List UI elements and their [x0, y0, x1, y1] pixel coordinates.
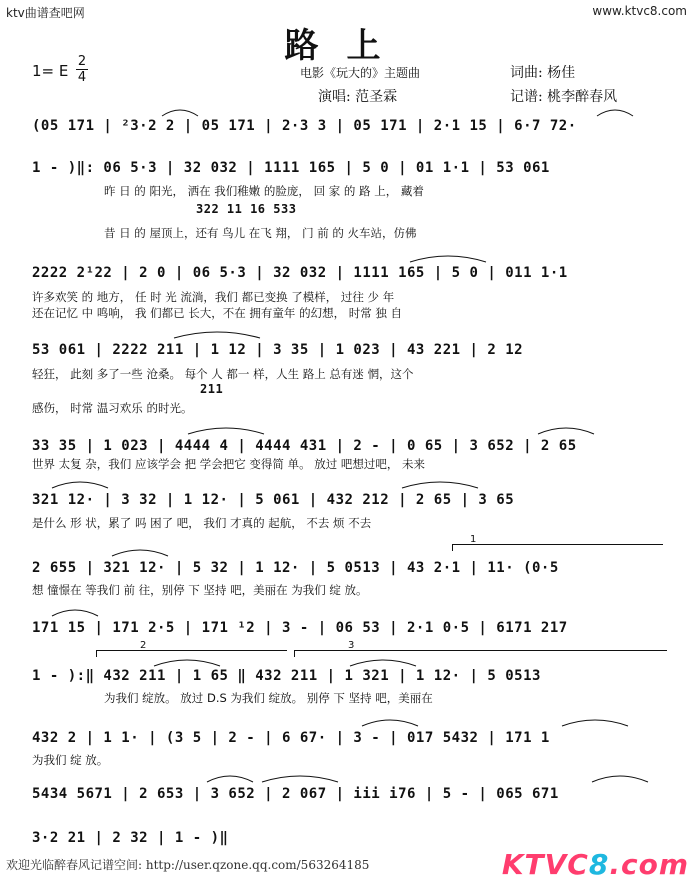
notation-row-9: 1 - ):‖ 432 211 | 1 65 ‖ 432 211 | 1 321 | 1 12· | 5 0513	[32, 668, 541, 684]
notation-row-10: 432 2 | 1 1· | (3 5 | 2 - | 6 67· | 3 - | 017 5432 | 171 1	[32, 730, 550, 746]
slur	[152, 656, 222, 668]
slur	[408, 252, 488, 264]
notation-row-6: 321 12· | 3 32 | 1 12· | 5 061 | 432 212 | 2 65 | 3 65	[32, 492, 515, 508]
volta-label: 3	[348, 640, 355, 651]
lyricist: 词曲: 杨佳	[510, 65, 576, 81]
slur	[560, 716, 630, 728]
slur	[50, 478, 110, 490]
watermark-logo	[502, 848, 689, 881]
watermark-tld: .com	[609, 848, 689, 881]
slur	[536, 424, 596, 436]
notation-row-8: 171 15 | 171 2·5 | 171 ¹2 | 3 - | 06 53 | 2·1 0·5 | 6171 217	[32, 620, 568, 636]
notation-row-4: 53 061 | 2222 211 | 1 12 | 3 35 | 1 023 | 43 221 | 2 12	[32, 342, 524, 358]
slur	[260, 772, 340, 784]
site-name: ktv曲谱查吧网	[6, 6, 85, 20]
notation-row-7: 2 655 | 321 12· | 5 32 | 1 12· | 5 0513 | 43 2·1 | 11· (0·5	[32, 560, 559, 576]
lyric-line: 还在记忆 中 鸣响， 我 们都已 长大，不在 拥有童年 的幻想， 时常 独 自	[32, 306, 403, 320]
site-url[interactable]: www.ktvc8.com	[592, 4, 687, 18]
lyric-line: 想 憧憬在 等我们 前 往，别停 下 坚持 吧，美丽在 为我们 绽 放。	[32, 583, 368, 597]
lyric-line: 昨 日 的 阳光， 洒在 我们稚嫩 的脸庞， 回 家 的 路 上， 藏着	[104, 184, 424, 198]
slur	[172, 328, 262, 340]
notation-variant: 322 11 16 533	[196, 202, 297, 216]
key-signature: 1= E	[32, 62, 69, 80]
watermark-eight: 8	[588, 848, 610, 881]
watermark-main: KTVC	[501, 848, 589, 881]
slur	[186, 424, 266, 436]
lyric-line: 轻狂， 此刻 多了一些 沧桑。 每个 人 都一 样，人生 路上 总有迷 惘，这个	[32, 367, 414, 381]
notation-row-2: 1 - )‖: 06 5·3 | 32 032 | 1111 165 | 5 0 | 01 1·1 | 53 061	[32, 160, 550, 176]
slur	[595, 106, 635, 118]
singer: 演唱: 范圣霖	[318, 89, 398, 105]
lyric-line: 为我们 绽放。 放过 D.S 为我们 绽放。 别停 下 坚持 吧，美丽在	[104, 691, 433, 705]
slur	[50, 606, 100, 618]
time-bottom: 4	[77, 70, 87, 85]
lyric-line: 为我们 绽 放。	[32, 753, 109, 767]
lyric-line: 昔 日 的 屋顶上，还有 鸟儿 在飞 翔， 门 前 的 火车站，仿佛	[104, 226, 417, 240]
song-title: 路上	[284, 26, 409, 66]
slur	[360, 716, 420, 728]
notation-row-11: 5434 5671 | 2 653 | 3 652 | 2 067 | iii i76 | 5 - | 065 671	[32, 786, 559, 802]
notation-row-1: (05 171 | ²3·2 2 | 05 171 | 2·3 3 | 05 171 | 2·1 15 | 6·7 72·	[32, 118, 577, 134]
lyric-line: 感伤， 时常 温习欢乐 的时光。	[32, 401, 193, 415]
volta-label: 1	[470, 534, 477, 545]
footer-link[interactable]: 欢迎光临醉春风记谱空间: http://user.qzone.qq.com/563264185	[6, 858, 370, 872]
lyric-line: 许多欢笑 的 地方， 任 时 光 流淌，我们 都已变换 了模样， 过往 少 年	[32, 290, 395, 304]
lyric-line: 世界 太复 杂，我们 应该学会 把 学会把它 变得简 单。 放过 吧想过吧， 未来	[32, 457, 426, 471]
transcriber: 记谱: 桃李醉春风	[510, 89, 618, 105]
time-signature	[76, 55, 88, 84]
notation-variant: 211	[200, 382, 224, 396]
slur	[400, 478, 480, 490]
notation-row-12: 3·2 21 | 2 32 | 1 - )‖	[32, 830, 229, 846]
slur	[348, 656, 418, 668]
time-top: 2	[77, 54, 87, 69]
slur	[590, 772, 650, 784]
notation-row-3: 2222 2¹22 | 2 0 | 06 5·3 | 32 032 | 1111 165 | 5 0 | 011 1·1	[32, 265, 568, 281]
slur	[110, 546, 170, 558]
lyric-line: 是什么 形 状，累了 吗 困了 吧， 我们 才真的 起航， 不去 烦 不去	[32, 516, 372, 530]
slur	[160, 106, 200, 118]
slur	[205, 772, 255, 784]
volta-bracket-1	[452, 544, 663, 551]
volta-label: 2	[140, 640, 147, 651]
subtitle: 电影《玩大的》主题曲	[300, 66, 421, 80]
notation-row-5: 33 35 | 1 023 | 4444 4 | 4444 431 | 2 - | 0 65 | 3 652 | 2 65	[32, 438, 577, 454]
